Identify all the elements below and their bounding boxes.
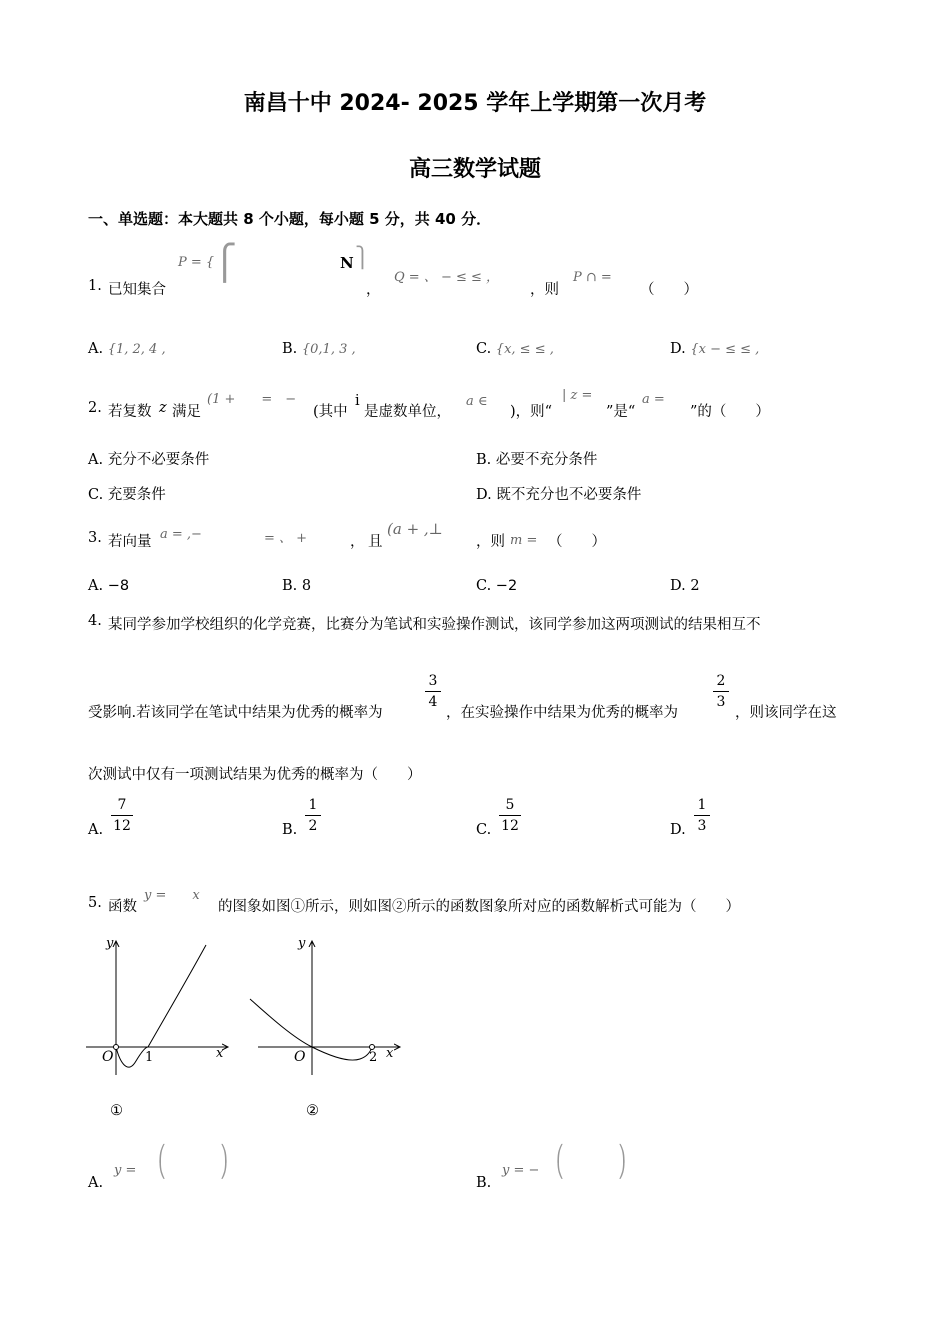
option-label: D.: [670, 822, 686, 838]
fraction-denominator: 4: [428, 694, 438, 710]
graph-1-plot: [84, 935, 234, 1085]
option-label: B.: [282, 578, 298, 594]
option-label: A.: [88, 578, 104, 594]
fraction-denominator: 2: [308, 818, 318, 834]
q4-fraction-1: [425, 673, 441, 710]
x-label: x: [216, 1046, 224, 1061]
option-label: C.: [476, 341, 492, 357]
graph-2-caption: ②: [306, 1103, 319, 1119]
option-label: B.: [282, 822, 298, 838]
y-label: y: [298, 936, 306, 951]
option-label: D.: [670, 341, 686, 357]
fraction-denominator: 12: [501, 818, 519, 834]
q2-text2: 是虚数单位，: [364, 404, 451, 420]
q2-text-mid: 满足: [172, 404, 201, 420]
q2-a-in: a ∈: [466, 394, 488, 409]
fraction-numerator: 1: [697, 797, 707, 813]
fraction-denominator: 12: [113, 818, 131, 834]
q1-natural-set: N: [340, 254, 354, 272]
fraction-bar: [499, 815, 521, 816]
fraction-numerator: 2: [716, 673, 726, 689]
fraction-numerator: 3: [428, 673, 438, 689]
fraction-denominator: 3: [697, 818, 707, 834]
option-label: C.: [88, 487, 104, 503]
q2-text5: ”的（ ）: [690, 404, 770, 420]
q4-option-d[interactable]: [670, 822, 686, 838]
option-label: A.: [88, 341, 104, 357]
curve: [116, 945, 206, 1067]
fraction-denominator: 3: [716, 694, 726, 710]
q2-option-c[interactable]: [88, 483, 166, 504]
q4-line2a: 受影响.若该同学在笔试中结果为优秀的概率为: [88, 705, 383, 721]
option-text: 8: [301, 578, 312, 594]
q3-and: 且: [368, 534, 383, 550]
paren-left-icon: ⎛ ⎝: [556, 1144, 564, 1179]
q3-paren: （ ）: [548, 534, 606, 550]
open-point: [114, 1045, 119, 1050]
open-point: [370, 1045, 375, 1050]
q4-fraction-2: [713, 673, 729, 710]
q2-abs-z: | z =: [562, 388, 593, 403]
paren-left-icon: ⎛ ⎝: [158, 1144, 166, 1179]
option-label: C.: [476, 822, 492, 838]
option-math: {x, ≤ ≤ ,: [495, 342, 554, 357]
curve: [250, 999, 372, 1060]
q3-condition: (a + ,⊥: [387, 520, 443, 538]
q1-option-c[interactable]: [476, 341, 554, 357]
option-label: A.: [88, 822, 104, 838]
option-label: D.: [670, 578, 686, 594]
q3-m: m =: [510, 533, 538, 548]
fraction-numerator: 1: [308, 797, 318, 813]
tick-label: 2: [369, 1050, 378, 1065]
option-label: D.: [476, 487, 492, 503]
option-label: A.: [88, 452, 104, 468]
q2-a-eq: a =: [642, 392, 665, 407]
q1-comma: ，: [366, 282, 381, 298]
q4-option-a[interactable]: [88, 822, 103, 838]
q1-option-b[interactable]: [282, 341, 356, 357]
q4-option-c-fraction: [499, 797, 521, 834]
q1-paren: （ ）: [640, 282, 698, 298]
x-label: x: [386, 1046, 394, 1061]
q2-text3: )，则“: [510, 404, 553, 420]
q5-text-pre: 函数: [108, 899, 137, 915]
q4-line2b: ，在实验操作中结果为优秀的概率为: [446, 705, 678, 721]
q1-set-p: P = {: [178, 255, 215, 270]
q3-option-a[interactable]: [88, 578, 129, 594]
option-text: −2: [495, 578, 518, 594]
q5-option-a-math: y =: [114, 1163, 137, 1178]
q4-number: 4.: [88, 613, 102, 629]
q3-text-pre: 若向量: [108, 534, 152, 550]
q4-line1: 某同学参加学校组织的化学竞赛，比赛分为笔试和实验操作测试，该同学参加这两项测试的结果相互不: [108, 617, 761, 633]
q1-set-q: Q = 、 − ≤ ≤ ，: [394, 270, 500, 285]
y-label: y: [106, 936, 114, 951]
q3-vector-b: = 、 +: [264, 531, 308, 546]
option-math: {x − ≤ ≤ ,: [690, 342, 760, 357]
q1-then: ，则: [530, 282, 559, 298]
q2-i: i: [355, 393, 360, 409]
paren-right-icon: ⎞ ⎠: [618, 1144, 626, 1179]
option-math: {1, 2, 4 ,: [107, 342, 166, 357]
option-label: B.: [282, 341, 298, 357]
option-label: C.: [476, 578, 492, 594]
option-label: B.: [476, 452, 492, 468]
q5-option-b[interactable]: [476, 1175, 491, 1191]
q2-option-b[interactable]: [476, 448, 597, 469]
q3-then: ，则: [476, 534, 505, 550]
option-text: −8: [107, 578, 130, 594]
q2-option-a[interactable]: [88, 448, 209, 469]
q3-option-c[interactable]: [476, 578, 517, 594]
q2-option-d[interactable]: [476, 483, 641, 504]
fraction-bar: [111, 815, 133, 816]
q3-number: 3.: [88, 530, 102, 546]
q5-function: y = x: [144, 888, 200, 903]
section-heading: 一、单选题：本大题共 8 个小题，每小题 5 分，共 40 分．: [88, 210, 492, 228]
option-label: A.: [88, 1175, 104, 1191]
q4-option-b[interactable]: [282, 822, 297, 838]
tick-label: 1: [145, 1050, 154, 1065]
q5-text-post: 的图象如图①所示，则如图②所示的函数图象所对应的函数解析式可能为（ ）: [218, 899, 740, 915]
q3-option-d[interactable]: [670, 578, 700, 594]
option-text: 2: [690, 578, 700, 594]
exam-subtitle: 高三数学试题: [408, 157, 541, 182]
option-text: 充要条件: [107, 487, 166, 503]
fraction-bar: [713, 691, 729, 692]
q1-text: 已知集合: [108, 282, 166, 298]
graph-1-caption: ①: [110, 1103, 123, 1119]
option-label: B.: [476, 1175, 492, 1191]
q4-option-a-fraction: [111, 797, 133, 834]
q1-option-d[interactable]: [670, 341, 759, 357]
q5-option-b-math: y = −: [502, 1163, 540, 1178]
q2-text4: ”是“: [606, 404, 636, 420]
paren-right-icon: ⎞ ⎠: [220, 1144, 228, 1179]
fraction-bar: [305, 815, 321, 816]
q4-option-c[interactable]: [476, 822, 491, 838]
q3-option-b[interactable]: [282, 578, 311, 594]
q1-intersection: P ∩ =: [573, 270, 612, 285]
q4-option-b-fraction: [305, 797, 321, 834]
option-text: 充分不必要条件: [107, 452, 210, 468]
origin-label: O: [294, 1049, 306, 1065]
fraction-bar: [425, 691, 441, 692]
fraction-numerator: 5: [505, 797, 515, 813]
q1-brace-left: ⎧: [212, 243, 238, 283]
q2-paren-in: (其中: [313, 404, 348, 420]
q4-option-d-fraction: [694, 797, 710, 834]
q4-line3: 次测试中仅有一项测试结果为优秀的概率为（ ）: [88, 767, 422, 783]
option-text: 既不充分也不必要条件: [496, 487, 642, 503]
q3-vector-a: a = ,−: [160, 527, 202, 542]
fraction-bar: [694, 815, 710, 816]
q2-number: 2.: [88, 400, 102, 416]
q2-equation: (1 + = −: [207, 392, 297, 407]
q1-brace-right: ⎫: [355, 245, 370, 269]
exam-title: 南昌十中 2024- 2025 学年上学期第一次月考: [243, 91, 707, 116]
q2-text-pre: 若复数: [108, 404, 152, 420]
q1-option-a[interactable]: [88, 341, 166, 357]
q2-z: z: [159, 400, 167, 416]
q3-comma: ，: [350, 534, 365, 550]
q5-number: 5.: [88, 895, 102, 911]
fraction-numerator: 7: [117, 797, 127, 813]
q4-line2c: ，则该同学在这: [735, 705, 837, 721]
q1-number: 1.: [88, 278, 102, 294]
option-math: {0,1, 3 ,: [301, 342, 356, 357]
origin-label: O: [102, 1049, 114, 1065]
option-text: 必要不充分条件: [495, 452, 598, 468]
q5-option-a[interactable]: [88, 1175, 103, 1191]
graph-2-plot: [248, 935, 408, 1085]
